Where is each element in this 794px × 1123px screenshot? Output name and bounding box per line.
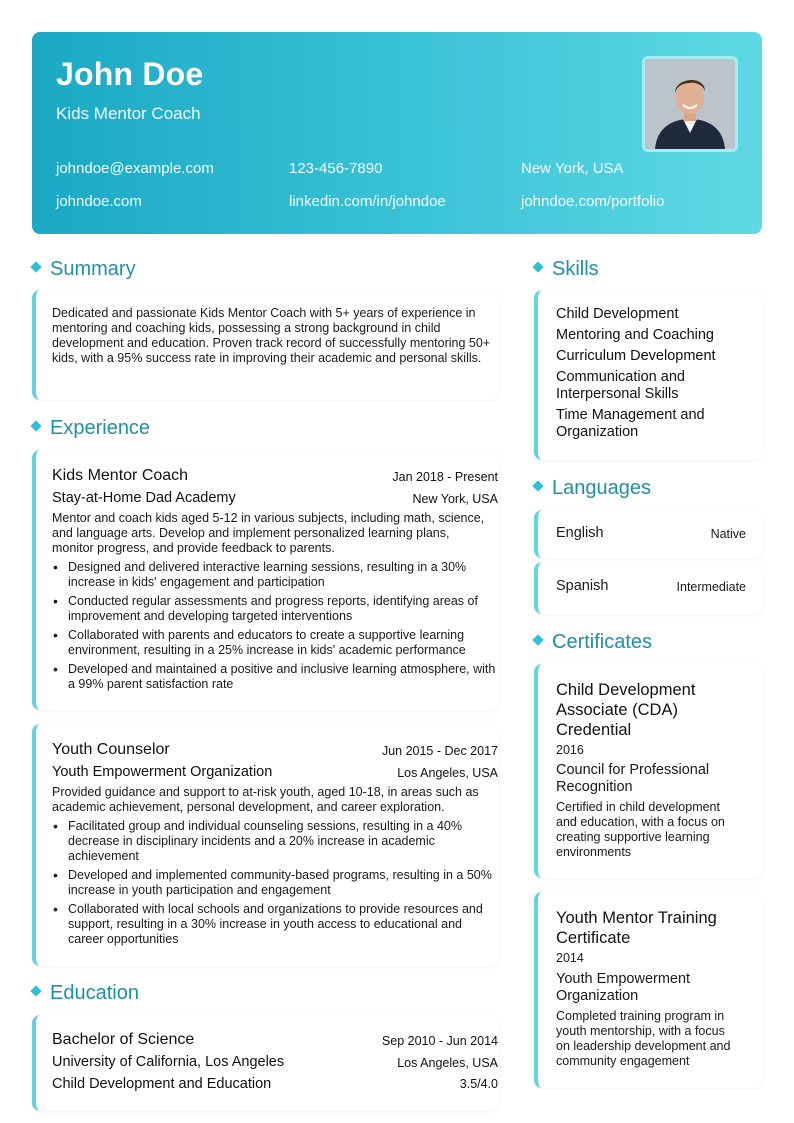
diamond-icon [532,634,543,645]
person-photo-icon [645,59,735,149]
experience-item [32,724,498,966]
languages-heading: Languages [534,477,651,500]
job-location: Los Angeles, USA [397,766,498,780]
job-org: Youth Empowerment Organization [52,764,273,780]
diamond-icon [30,420,41,431]
job-description: Mentor and coach kids aged 5-12 in various subjects, including math, science, and language arts. Develop and implement personalized learning plans, monitor progress, and provide feedback to parents. [52,511,485,555]
degree-title: Bachelor of Science [52,1031,195,1048]
language-name: Spanish [556,578,609,594]
list-item: • Collaborated with local schools and organizations to provide resources and support, resulting in a 30% increase in youth access to educational and career opportunities [52,902,498,947]
job-dates: Jan 2018 - Present [392,470,498,484]
skills-heading: Skills [534,258,599,281]
certificate-title: Youth Mentor Training Certificate [556,909,717,947]
diamond-icon [30,985,41,996]
job-header [52,741,498,759]
summary-card [32,290,498,400]
skill-item: Child Development [556,306,679,322]
certificate-description: Completed training program in youth mentorship, with a focus on leadership development and community engagement [556,1009,731,1068]
job-title: Youth Counselor [52,741,170,758]
list-item: • Conducted regular assessments and progress reports, identifying areas of improvement and developing targeted interventions [52,594,498,624]
diamond-icon [30,261,41,272]
education-card [32,1015,498,1111]
list-item: • Collaborated with parents and educators to create a supportive learning environment, resulting in a 25% increase in kids' academic performance [52,628,498,658]
certificate-description: Certified in child development and education, with a focus on creating supportive learning environments [556,800,725,859]
experience-heading: Experience [32,417,150,440]
certificate-title: Child Development Associate (CDA) Credential [556,681,696,739]
skill-item: Time Management and Organization [556,407,705,440]
skill-item: Mentoring and Coaching [556,327,714,343]
school-name: University of California, Los Angeles [52,1054,285,1070]
website-link[interactable]: johndoe.com [56,193,142,210]
job-description: Provided guidance and support to at-risk youth, aged 10-18, in areas such as academic achievement, personal development, and career exploration. [52,785,479,814]
certificate-year: 2016 [556,743,584,757]
field-row [52,1076,498,1092]
resume-header [32,32,762,234]
language-name: English [556,525,604,541]
list-item: • Developed and implemented community-based programs, resulting in a 50% increase in youth participation and engagement [52,868,498,898]
job-org: Stay-at-Home Dad Academy [52,490,236,506]
profile-photo [642,56,738,152]
skill-item: Communication and Interpersonal Skills [556,369,685,402]
list-item: • Developed and maintained a positive and inclusive learning atmosphere, with a 99% parent satisfaction rate [52,662,498,692]
job-title: Kids Mentor Coach [52,467,189,484]
list-item: • Facilitated group and individual counseling sessions, resulting in a 40% decrease in disciplinary incidents and a 20% increase in academic achievement [52,819,498,864]
gpa: 3.5/4.0 [459,1077,498,1091]
summary-heading: Summary [32,258,136,281]
job-bullets [52,560,498,696]
linkedin-link[interactable]: linkedin.com/in/johndoe [289,193,446,210]
education-heading: Education [32,982,139,1005]
job-org-row [52,490,498,506]
certificate-item [534,664,762,878]
skills-card [534,290,762,460]
diamond-icon [532,261,543,272]
job-header [52,467,498,485]
field-of-study: Child Development and Education [52,1076,272,1092]
certificate-org: Youth Empowerment Organization [556,971,691,1004]
job-org-row [52,764,498,780]
phone-text: 123-456-7890 [289,160,383,177]
job-location: New York, USA [412,492,498,506]
school-row [52,1054,498,1070]
location-text: New York, USA [521,160,624,177]
summary-text: Dedicated and passionate Kids Mentor Coach with 5+ years of experience in mentoring and coaching kids, possessing a strong background in child development and education. Proven track record of successfully mentoring 50+ kids, with a 95% success rate in improving their academic and personal skills. [52,306,491,365]
school-location: Los Angeles, USA [397,1056,498,1070]
candidate-role: Kids Mentor Coach [56,104,201,123]
list-item: • Designed and delivered interactive learning sessions, resulting in a 30% increase in kids' engagement and participation [52,560,498,590]
certificate-year: 2014 [556,951,584,965]
certificate-org: Council for Professional Recognition [556,762,710,795]
language-level: Native [710,527,746,541]
certificate-item [534,892,762,1088]
language-level: Intermediate [676,580,746,594]
degree-row [52,1031,498,1049]
candidate-name: John Doe [56,56,204,92]
education-dates: Sep 2010 - Jun 2014 [381,1034,498,1048]
experience-item [32,450,498,710]
job-dates: Jun 2015 - Dec 2017 [381,744,498,758]
certificates-heading: Certificates [534,631,652,654]
email-link[interactable]: johndoe@example.com [56,160,214,177]
job-bullets [52,819,498,951]
diamond-icon [532,480,543,491]
language-item [534,562,762,614]
language-item [534,510,762,558]
skill-item: Curriculum Development [556,348,716,364]
portfolio-link[interactable]: johndoe.com/portfolio [521,193,665,210]
